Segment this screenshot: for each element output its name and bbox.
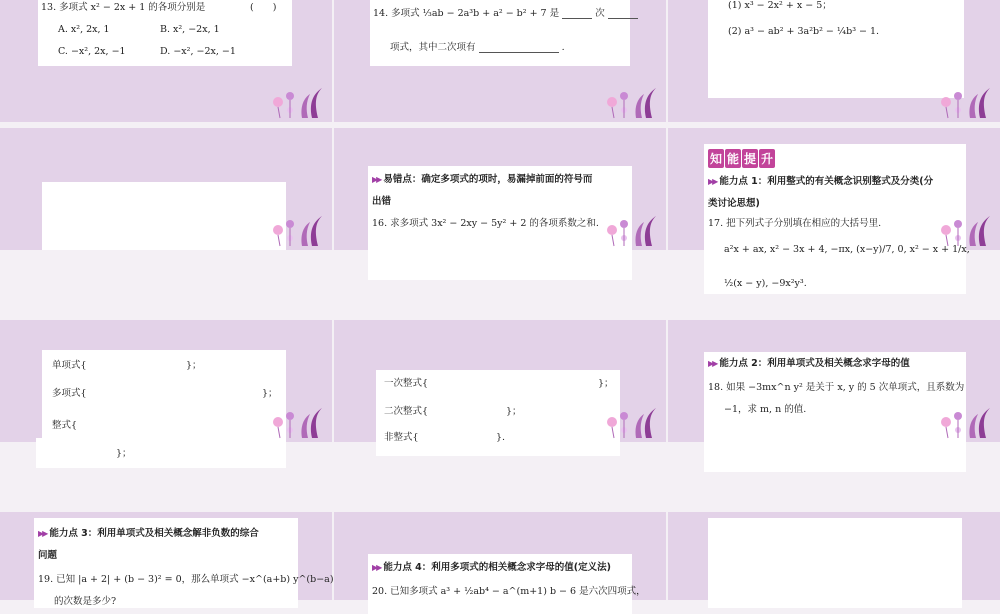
slide-thumbnail-1[interactable]: [0, 0, 332, 122]
integral-expr-brace-end: }；: [116, 448, 132, 459]
question-14-text: 14. 多项式 ⅓ab − 2a³b + a² − b² + 7 是: [373, 8, 560, 19]
triangle-bullet-icon: ▶▶: [708, 177, 717, 186]
title-char-1: 知: [708, 149, 724, 168]
slide-content-card: [708, 518, 962, 608]
monomial-brace-end: }；: [186, 360, 202, 371]
non-integral-brace-label: 非整式{: [384, 432, 419, 443]
question-14-line2: [390, 42, 565, 53]
slide-content-card: [370, 0, 630, 66]
expression-1: (1) x³ − 2x² + x − 5；: [728, 0, 832, 11]
slide-content-card: [368, 554, 646, 614]
slide-thumbnail-9[interactable]: [668, 320, 1000, 442]
slide-thumbnail-2[interactable]: [334, 0, 666, 122]
quadratic-expr-brace-label: 二次整式{: [384, 406, 429, 417]
option-d: D. −x², −2x, −1: [160, 46, 236, 57]
slide-thumbnail-4[interactable]: [0, 128, 332, 250]
title-char-3: 提: [742, 149, 758, 168]
degree-blank[interactable]: [562, 18, 592, 19]
period: .: [561, 42, 565, 53]
pitfall-heading-text: 易错点：确定多项式的项时，易漏掉前面的符号而: [383, 174, 593, 185]
option-b: B. x², −2x, 1: [160, 24, 220, 35]
ability-heading-3: [38, 528, 259, 539]
expressions-line-2: ½(x − y), −9x²y³.: [724, 278, 807, 289]
title-char-4: 升: [759, 149, 775, 168]
ability-heading-3-text: 能力点 3：利用单项式及相关概念解非负数的综合: [49, 528, 259, 539]
slide-content-card: [368, 166, 632, 280]
question-19-line-1: 19. 已知 |a + 2| + (b − 3)² = 0，那么单项式 −x^(a+b) y^(b−a): [38, 574, 334, 585]
flower-decoration-icon: [936, 208, 994, 248]
flower-decoration-icon: [268, 208, 326, 248]
slide-content-card-extension: [36, 438, 286, 468]
question-17: 17. 把下列式子分别填在相应的大括号里.: [708, 218, 882, 229]
pitfall-heading-2: 出错: [372, 196, 392, 207]
non-integral-brace-end: }.: [496, 432, 506, 443]
triangle-bullet-icon: ▶▶: [708, 359, 717, 368]
term-count-blank[interactable]: [608, 18, 638, 19]
question-13: 13. 多项式 x² − 2x + 1 的各项分别是: [41, 2, 206, 13]
flower-decoration-icon: [602, 80, 660, 120]
ability-heading-4: [372, 562, 611, 573]
slide-content-card: [708, 0, 964, 98]
question-18-line-2: −1，求 m, n 的值.: [724, 404, 807, 415]
flower-decoration-icon: [602, 400, 660, 440]
quadratic-expr-brace-end: }；: [506, 406, 522, 417]
triangle-bullet-icon: ▶▶: [372, 175, 381, 184]
flower-decoration-icon: [268, 400, 326, 440]
monomial-brace-label: 单项式{: [52, 360, 87, 371]
ability-heading-1-cont: 类讨论思想): [708, 198, 760, 209]
question-19-line-2: 的次数是多少?: [54, 596, 117, 607]
polynomial-brace-label: 多项式{: [52, 388, 87, 399]
ability-heading-4-text: 能力点 4：利用多项式的相关概念求字母的值(定义法): [383, 562, 611, 573]
slide-thumbnail-11[interactable]: [334, 512, 666, 600]
ability-heading-1-text: 能力点 1：利用整式的有关概念识别整式及分类(分: [719, 176, 934, 187]
flower-decoration-icon: [936, 80, 994, 120]
linear-expr-brace-end: }；: [598, 378, 614, 389]
question-18-line-1: 18. 如果 −3mx^n y² 是关于 x, y 的 5 次单项式，且系数为: [708, 382, 965, 393]
pitfall-heading: [372, 174, 592, 185]
slide-thumbnail-3[interactable]: [668, 0, 1000, 122]
question-16: 16. 求多项式 3x² − 2xy − 5y² + 2 的各项系数之和.: [372, 218, 599, 229]
slide-thumbnail-8[interactable]: [334, 320, 666, 442]
slide-thumbnail-10[interactable]: [0, 512, 334, 607]
ability-heading-2-text: 能力点 2：利用单项式及相关概念求字母的值: [719, 358, 910, 369]
section-title-badges: [708, 148, 776, 168]
ability-heading-1: [708, 176, 933, 187]
title-char-2: 能: [725, 149, 741, 168]
ability-heading-2: [708, 358, 910, 369]
triangle-bullet-icon: ▶▶: [38, 529, 47, 538]
slide-content-card: [34, 518, 334, 608]
slide-thumbnail-5[interactable]: [334, 128, 666, 250]
triangle-bullet-icon: ▶▶: [372, 563, 381, 572]
flower-decoration-icon: [936, 400, 994, 440]
slide-content-card: [704, 352, 966, 472]
quadratic-terms-blank[interactable]: [479, 52, 559, 53]
linear-expr-brace-label: 一次整式{: [384, 378, 429, 389]
flower-decoration-icon: [268, 80, 326, 120]
question-14: [373, 8, 638, 19]
polynomial-brace-end: }；: [262, 388, 278, 399]
option-c: C. −x², 2x, −1: [58, 46, 126, 57]
expressions-line-1: a²x + ax, x² − 3x + 4, −πx, (x−y)/7, 0, x² − x + 1/x,: [724, 244, 970, 255]
slide-content-card: [42, 182, 286, 250]
slide-content-card: [38, 0, 292, 66]
slide-content-card: [704, 144, 970, 294]
slide-thumbnail-12[interactable]: [668, 512, 1000, 600]
question-20-line-1: 20. 已知多项式 a³ + ½ab⁴ − a^(m+1) b − 6 是六次四项式，: [372, 586, 646, 597]
quadratic-terms-label: 项式，其中二次项有: [390, 42, 476, 53]
slide-thumbnail-6[interactable]: [668, 128, 1000, 289]
ci-label: 次: [595, 8, 605, 19]
answer-paren: ( ): [250, 2, 277, 13]
slide-content-card: [376, 370, 620, 456]
slide-thumbnail-7[interactable]: [0, 320, 332, 459]
expression-2: (2) a³ − ab² + 3a²b² − ¼b³ − 1.: [728, 26, 880, 37]
flower-decoration-icon: [602, 208, 660, 248]
ability-heading-3-cont: 问题: [38, 550, 58, 561]
integral-expr-brace-label: 整式{: [52, 420, 78, 431]
option-a: A. x², 2x, 1: [58, 24, 110, 35]
